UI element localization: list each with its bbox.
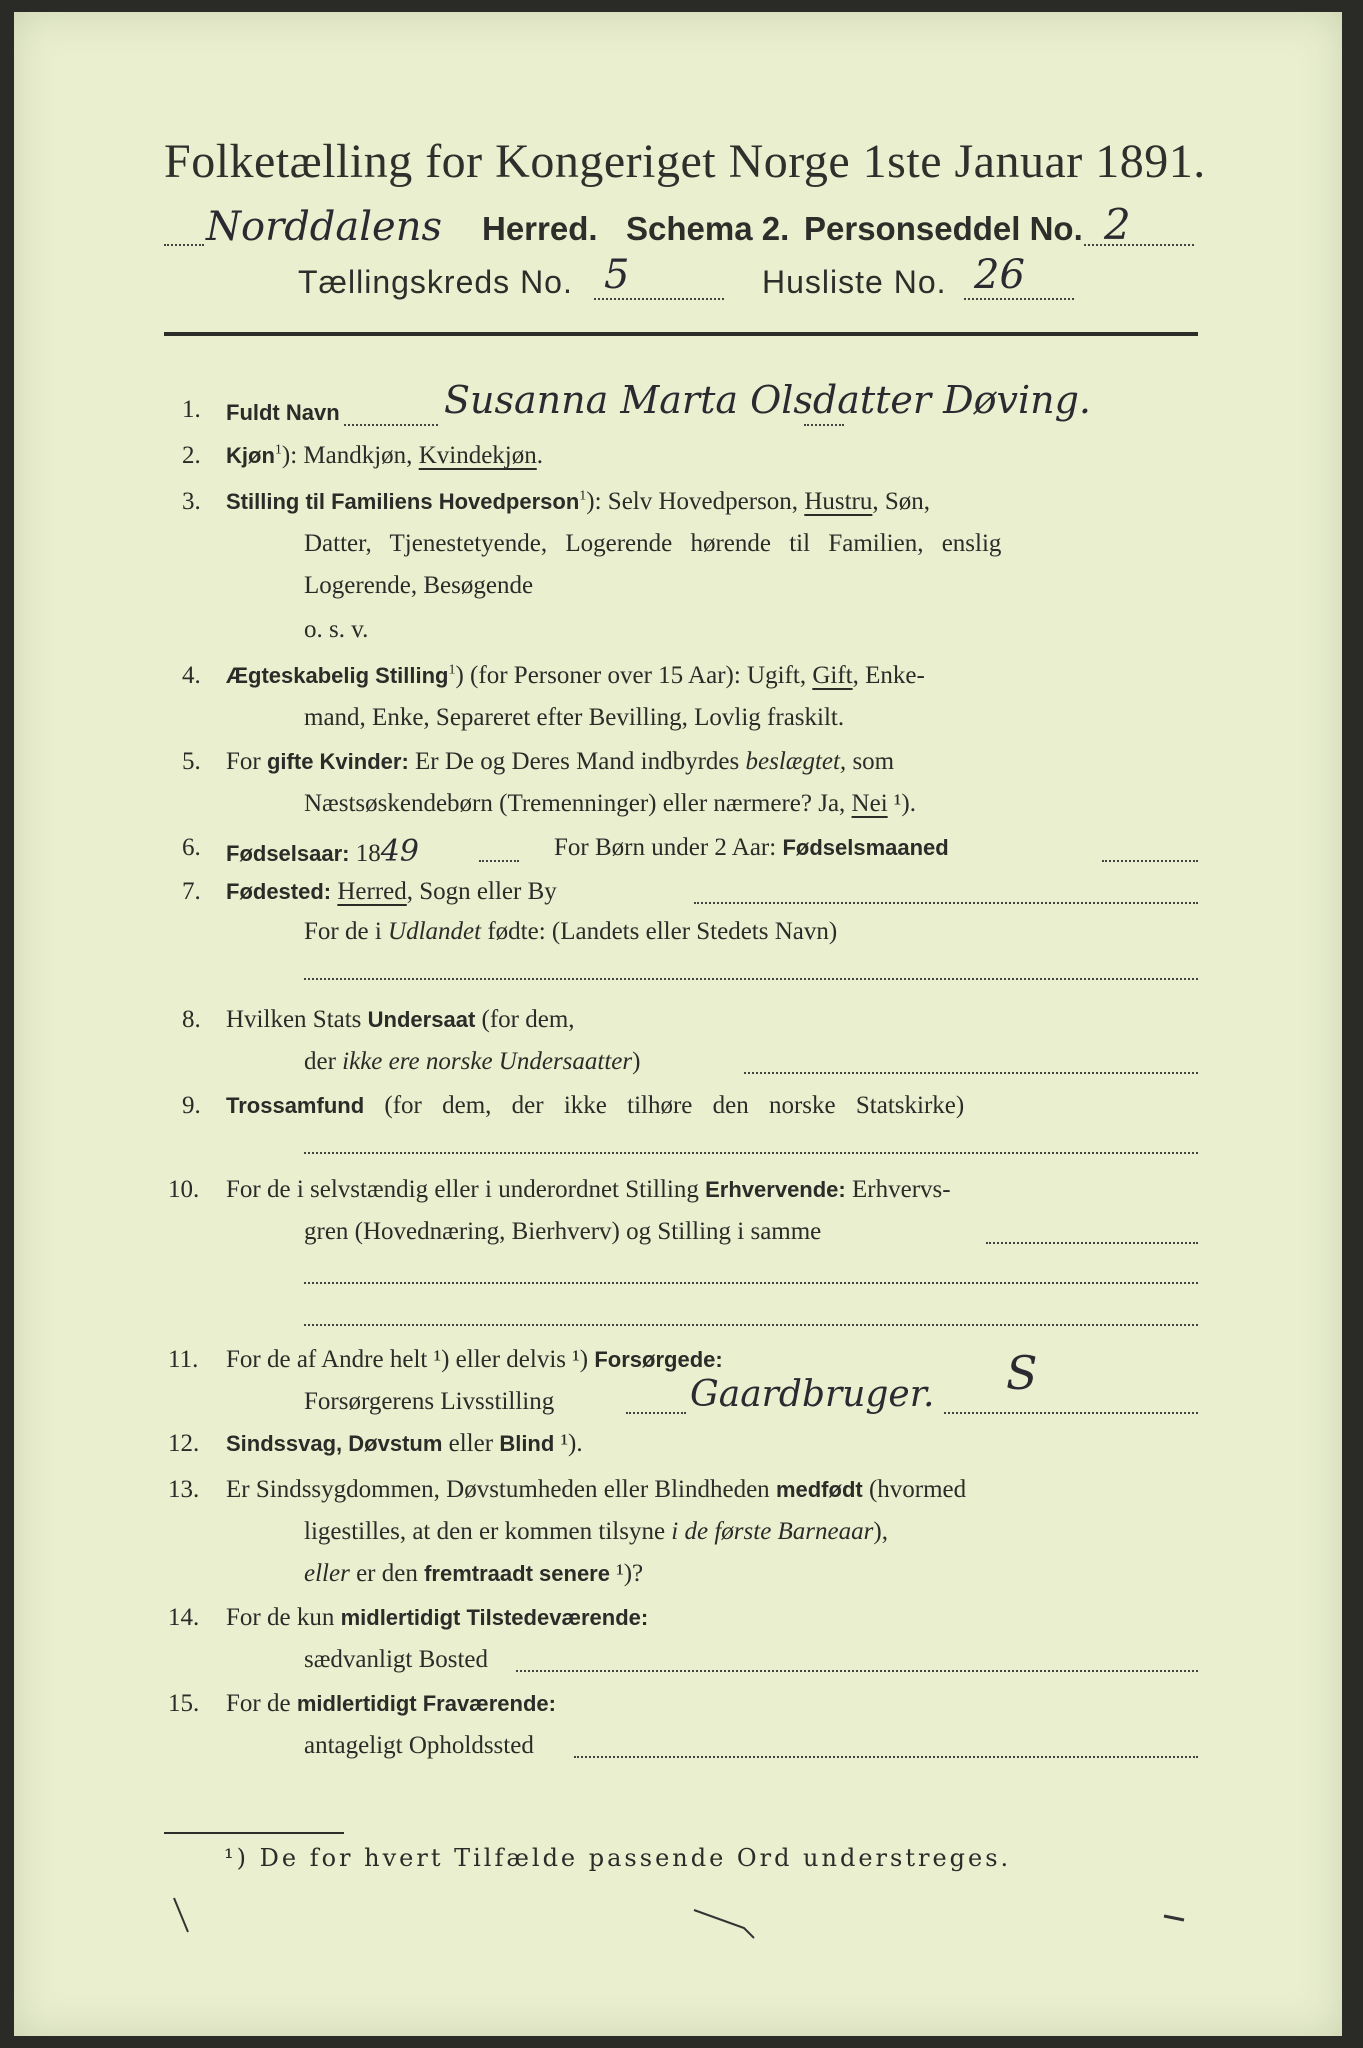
marital-status-label: Ægteskabelig Stilling xyxy=(226,663,449,688)
provider-occupation-value: Gaardbruger. xyxy=(690,1374,935,1415)
footnote-marker: 1 xyxy=(274,442,282,458)
family-position-label: Stilling til Familiens Hovedperson xyxy=(226,489,580,514)
item-number: 7. xyxy=(182,878,201,905)
congenital-label: medfødt xyxy=(775,1477,863,1502)
congenital-italic: i de første Barneaar xyxy=(671,1518,874,1545)
citizenship-text: Hvilken Stats xyxy=(226,1006,368,1033)
congenital-text: ligestilles, at den er kommen tilsyne xyxy=(304,1518,672,1545)
marital-status-row xyxy=(226,662,925,690)
sex-row xyxy=(226,442,543,470)
birthplace-label: Fødested: xyxy=(226,879,332,904)
item-number: 6. xyxy=(182,834,201,861)
occupation-line2: gren (Hovednæring, Bierhverv) og Stilling i samme xyxy=(304,1218,822,1245)
congenital-italic: eller xyxy=(304,1560,350,1587)
kinship-line2 xyxy=(304,790,916,818)
supported-text: For de af Andre helt ¹) eller delvis ¹) xyxy=(226,1346,595,1373)
punct: ¹)? xyxy=(609,1560,644,1587)
item-number: 12. xyxy=(168,1430,200,1457)
kreds-value: 5 xyxy=(604,252,630,298)
dotted-line xyxy=(694,902,1198,904)
probable-residence-label: antageligt Opholdssted xyxy=(304,1732,534,1759)
family-position-line3: Logerende, Besøgende xyxy=(304,572,534,599)
kinship-text: For xyxy=(226,748,267,775)
birthplace-abroad-italic: Udlandet xyxy=(388,918,482,945)
family-position-options-end: , Søn, xyxy=(872,488,931,515)
citizenship-text: (for dem, xyxy=(475,1006,575,1033)
citizenship-italic: ikke ere norske Undersaatter xyxy=(342,1048,633,1075)
marital-status-line2: mand, Enke, Separeret efter Bevilling, Lovlig fraskilt. xyxy=(304,704,845,731)
birth-month-row xyxy=(554,834,949,862)
item-number: 1. xyxy=(182,396,201,423)
dotted-line xyxy=(964,298,1074,300)
later-onset-label: fremtraadt senere xyxy=(424,1561,610,1586)
family-position-options: ): Selv Hovedperson, xyxy=(586,488,805,515)
full-name-label: Fuldt Navn xyxy=(226,400,340,425)
birth-year-prefix: 18 xyxy=(349,840,381,867)
usual-residence-label: sædvanligt Bosted xyxy=(304,1646,489,1673)
footnote-marker: 1 xyxy=(448,662,456,678)
citizenship-row xyxy=(226,1006,575,1034)
item-number: 13. xyxy=(168,1476,200,1503)
birthplace-abroad-text: For de i xyxy=(304,918,389,945)
item-number: 10. xyxy=(168,1176,200,1203)
citizenship-text: der xyxy=(304,1048,343,1075)
punct: ) xyxy=(632,1048,641,1075)
herred-label: Herred. xyxy=(482,210,598,247)
birth-month-text: For Børn under 2 Aar: xyxy=(554,834,783,861)
congenital-text: (hvormed xyxy=(862,1476,967,1503)
sex-selected: Kvindekjøn xyxy=(418,442,537,469)
header-rule xyxy=(164,332,1198,336)
kinship-row xyxy=(226,748,894,776)
occupation-text: Erhvervs- xyxy=(845,1176,951,1203)
punct: ¹). xyxy=(887,790,916,817)
dotted-line xyxy=(1084,244,1194,246)
herred-value: Norddalens xyxy=(206,204,443,250)
item-number: 9. xyxy=(182,1092,201,1119)
item-number: 2. xyxy=(182,442,201,469)
dotted-line xyxy=(479,860,519,862)
dotted-line xyxy=(304,1324,1198,1326)
birth-year-label: Fødselsaar: xyxy=(226,841,350,866)
provider-occupation-label: Forsørgerens Livsstilling xyxy=(304,1388,555,1415)
dotted-line xyxy=(1102,860,1198,862)
birth-year-row xyxy=(226,834,419,869)
temporary-absent-row xyxy=(226,1690,556,1718)
item-number: 14. xyxy=(168,1604,200,1631)
marital-status-options-end: , Enke- xyxy=(852,662,925,689)
family-position-line2: Datter, Tjenestetyende, Logerende hørende til Familien, enslig xyxy=(304,530,1002,557)
dotted-line xyxy=(594,298,724,300)
birthplace-abroad-text: fødte: (Landets eller Stedets Navn) xyxy=(481,918,838,945)
congenital-row xyxy=(226,1476,966,1504)
religion-text: (for dem, der ikke tilhøre den norske Statskirke) xyxy=(364,1092,965,1119)
dotted-line xyxy=(164,244,204,246)
footnote: ¹) De for hvert Tilfælde passende Ord understreges. xyxy=(224,1844,1012,1872)
form-title: Folketælling for Kongeriget Norge 1ste Januar 1891. xyxy=(164,135,1206,188)
citizenship-line2 xyxy=(304,1048,640,1076)
temporary-present-row xyxy=(226,1604,648,1632)
item-number: 4. xyxy=(182,662,201,689)
item-number: 5. xyxy=(182,748,201,775)
item-number: 8. xyxy=(182,1006,201,1033)
census-form-page xyxy=(14,12,1342,2036)
kinship-italic: beslægtet, xyxy=(745,748,847,775)
item-number: 3. xyxy=(182,488,201,515)
congenital-text: er den xyxy=(349,1560,425,1587)
punct: ¹). xyxy=(554,1430,583,1457)
religion-label: Trossamfund xyxy=(226,1093,365,1118)
occupation-label: Erhvervende: xyxy=(705,1177,846,1202)
occupation-text: For de i selvstændig eller i underordnet Stilling xyxy=(226,1176,706,1203)
temporary-absent-label: midlertidigt Fraværende: xyxy=(296,1691,556,1716)
birthplace-abroad-row xyxy=(304,918,837,946)
disability-label-blind: Blind xyxy=(499,1431,555,1456)
dotted-line xyxy=(986,1242,1198,1244)
birth-year-value: 49 xyxy=(380,834,419,869)
supported-row xyxy=(226,1346,723,1374)
schema-label: Schema 2. xyxy=(626,210,790,247)
religion-row xyxy=(226,1092,964,1120)
footnote-rule xyxy=(164,1832,344,1834)
dotted-line xyxy=(516,1670,1198,1672)
kinship-label: gifte Kvinder: xyxy=(266,749,409,774)
birthplace-row xyxy=(226,878,557,906)
dotted-line xyxy=(344,424,438,426)
disability-label: Sindssvag, Døvstum xyxy=(226,1431,443,1456)
personseddel-label: Personseddel No. xyxy=(804,210,1083,247)
item-number: 15. xyxy=(168,1690,200,1717)
pen-marks xyxy=(164,1892,1194,1952)
dotted-line xyxy=(744,1072,1198,1074)
footnote-marker: 1 xyxy=(579,488,587,504)
husliste-value: 26 xyxy=(974,252,1025,298)
dotted-line xyxy=(574,1756,1198,1758)
family-position-line4: o. s. v. xyxy=(304,616,369,643)
dotted-line xyxy=(626,1412,686,1414)
dotted-line xyxy=(304,978,1198,980)
supported-mark: S xyxy=(1006,1346,1038,1400)
dotted-line xyxy=(304,1282,1198,1284)
punct: ), xyxy=(873,1518,888,1545)
temporary-present-text: For de kun xyxy=(226,1604,341,1631)
item-number: 11. xyxy=(168,1346,199,1373)
kinship-text: som xyxy=(846,748,895,775)
temporary-absent-text: For de xyxy=(226,1690,297,1717)
kreds-label: Tællingskreds No. xyxy=(298,264,573,300)
congenital-text: Er Sindssygdommen, Døvstumheden eller Blindheden xyxy=(226,1476,776,1503)
citizenship-label: Undersaat xyxy=(367,1007,476,1032)
marital-status-options: ) (for Personer over 15 Aar): Ugift, xyxy=(455,662,813,689)
family-position-row xyxy=(226,488,930,516)
full-name-value: Susanna Marta Olsdatter Døving. xyxy=(444,378,1091,422)
dotted-line xyxy=(944,1412,1198,1414)
marital-status-selected: Gift xyxy=(812,662,853,689)
supported-label: Forsørgede: xyxy=(594,1347,723,1372)
husliste-label: Husliste No. xyxy=(762,264,947,300)
punct: . xyxy=(536,442,543,469)
birth-month-label: Fødselsmaaned xyxy=(782,835,949,860)
congenital-line3 xyxy=(304,1560,643,1588)
personseddel-value: 2 xyxy=(1104,200,1131,249)
birthplace-options: , Sogn eller By xyxy=(406,878,557,905)
kinship-text: Er De og Deres Mand indbyrdes xyxy=(408,748,746,775)
disability-text: eller xyxy=(442,1430,500,1457)
kinship-selected: Nei xyxy=(851,790,888,817)
temporary-present-label: midlertidigt Tilstedeværende: xyxy=(340,1605,649,1630)
occupation-row xyxy=(226,1176,951,1204)
disability-row xyxy=(226,1430,583,1458)
sex-label: Kjøn xyxy=(226,443,275,468)
congenital-line2 xyxy=(304,1518,888,1546)
dotted-line xyxy=(304,1152,1198,1154)
birthplace-selected: Herred xyxy=(337,878,407,905)
sex-options: ): Mandkjøn, xyxy=(281,442,419,469)
family-position-selected: Hustru xyxy=(804,488,873,515)
kinship-options: Næstsøskendebørn (Tremenninger) eller nærmere? Ja, xyxy=(304,790,852,817)
dotted-line xyxy=(804,424,844,426)
